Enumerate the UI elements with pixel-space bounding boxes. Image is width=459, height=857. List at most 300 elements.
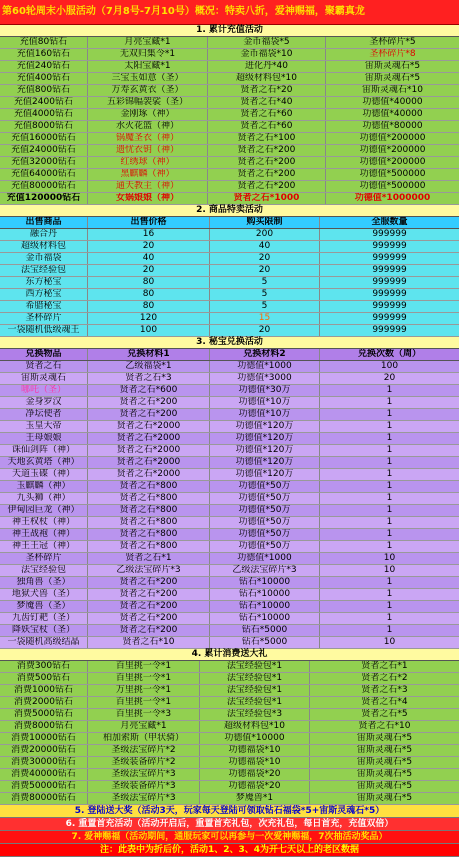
table-cell: 宙斯灵魂石*5 [356, 745, 413, 755]
table-cell: 贤者之石*1 [361, 661, 408, 671]
table-cell: 金身罗汉 [0, 397, 88, 408]
table-row [0, 589, 459, 601]
table-row [0, 229, 459, 241]
header-cell: 兑换次数（周） [357, 349, 421, 359]
table-row [0, 121, 459, 133]
table-row [0, 133, 459, 145]
table-row [0, 49, 459, 61]
table-cell: 功德值*80000 [362, 121, 423, 131]
table-cell: 法宝经验包 [0, 265, 88, 276]
section-heading-exchange: 3. 秘宝兑换活动 [0, 337, 459, 349]
table-cell: 圣杯碎片*8 [369, 49, 416, 59]
table-cell: 20 [383, 373, 396, 383]
table-row [0, 421, 459, 433]
table-cell: 消费1000钻石 [0, 685, 88, 696]
table-cell: 伊甸园巨龙（神） [0, 505, 88, 516]
table-cell: 功德值*3000 [210, 373, 320, 384]
table-cell: 贤者之石*60 [208, 109, 326, 120]
table-cell: 超级材料包*10 [208, 73, 326, 84]
table-row [0, 709, 459, 721]
table-row [0, 409, 459, 421]
table-row [0, 253, 459, 265]
table-cell: 充值16000钻石 [0, 133, 88, 144]
table-cell: 贤者之石*1000 [208, 193, 326, 204]
table-cell: 贤者之石*800 [88, 505, 210, 516]
table-cell: 圣杯碎片 [0, 313, 88, 324]
table-cell: 贤者之石*4 [361, 697, 408, 707]
table-cell: 贤者之石*10 [358, 721, 411, 731]
table-cell: 功德值*10万 [210, 409, 320, 420]
table-cell: 贤者之石*200 [208, 169, 326, 180]
table-cell: 1 [386, 613, 393, 623]
table-cell: 地狱犬兽（圣） [0, 589, 88, 600]
header-cell: 出售商品 [0, 217, 88, 228]
table-cell: 功德值*500000 [359, 169, 426, 179]
table-cell: 钻石*10000 [210, 613, 320, 624]
sale-table [0, 229, 459, 337]
table-cell: 贤者之石*2000 [88, 421, 210, 432]
table-row [0, 277, 459, 289]
table-cell: 1 [386, 385, 393, 395]
table-row [0, 325, 459, 337]
table-cell: 贤者之石*800 [88, 517, 210, 528]
table-cell: 神王战袍（神） [0, 529, 88, 540]
header-cell: 兑换材料2 [210, 349, 320, 360]
table-cell: 20 [210, 265, 320, 276]
table-cell: 消费10000钻石 [0, 733, 88, 744]
table-cell: 贤者之石*200 [88, 601, 210, 612]
table-cell: 天道玉碟（神） [0, 469, 88, 480]
table-row [0, 469, 459, 481]
table-cell: 功德值*120万 [210, 433, 320, 444]
table-cell: 宙斯灵魂石*5 [356, 757, 413, 767]
table-cell: 1 [386, 421, 393, 431]
table-cell: 1 [386, 577, 393, 587]
table-row [0, 181, 459, 193]
table-row [0, 625, 459, 637]
table-cell: 贤者之石*200 [88, 577, 210, 588]
sale-table-header [0, 217, 459, 229]
table-cell: 超级材料包*10 [200, 721, 310, 732]
table-cell: 贤者之石*2000 [88, 469, 210, 480]
table-cell: 钻石*10000 [210, 601, 320, 612]
table-cell: 锅魔圣衣（神） [88, 133, 208, 144]
table-cell: 贤者之石*200 [88, 589, 210, 600]
table-row [0, 541, 459, 553]
table-cell: 功德福袋*10 [200, 745, 310, 756]
table-cell: 功德值*120万 [210, 421, 320, 432]
table-cell: 贤者之石*10 [88, 637, 210, 648]
table-cell: 宙斯灵魂石 [0, 373, 88, 384]
table-row [0, 577, 459, 589]
table-cell: 无双归集令*1 [88, 49, 208, 60]
table-cell: 消费300钻石 [0, 661, 88, 672]
table-cell: 东方秘宝 [0, 277, 88, 288]
table-cell: 功德值*120万 [210, 469, 320, 480]
table-cell: 贤者之石*200 [88, 397, 210, 408]
table-cell: 消费40000钻石 [0, 769, 88, 780]
table-cell: 女娲娘娘（神） [88, 193, 208, 204]
table-cell: 万寿玄黄衣（圣） [88, 85, 208, 96]
table-cell: 钻石*10000 [210, 589, 320, 600]
table-row [0, 517, 459, 529]
table-cell: 充值800钻石 [0, 85, 88, 96]
table-row [0, 97, 459, 109]
table-cell: 1 [386, 409, 393, 419]
table-cell: 消费50000钻石 [0, 781, 88, 792]
table-cell: 20 [210, 325, 320, 336]
table-cell: 10 [383, 565, 396, 575]
table-cell: 乙级法宝碎片*3 [210, 565, 320, 576]
price-footnote: 注：此表中为折后价，活动1、2、3、4为开七天以上的老区数据 [0, 844, 459, 857]
table-cell: 圣杯碎片*5 [369, 37, 416, 47]
table-row [0, 529, 459, 541]
table-cell: 法宝经验包*1 [200, 661, 310, 672]
table-row [0, 697, 459, 709]
table-cell: 金币福袋*5 [208, 37, 326, 48]
table-cell: 贤者之石*100 [208, 133, 326, 144]
table-cell: 功德值*40000 [362, 97, 423, 107]
table-cell: 消费500钻石 [0, 673, 88, 684]
table-cell: 充值160钻石 [0, 49, 88, 60]
header-cell: 出售价格 [88, 217, 210, 228]
table-row [0, 733, 459, 745]
table-cell: 超级材料包 [0, 241, 88, 252]
header-cell: 购买限制 [210, 217, 320, 228]
table-cell: 法宝经验包 [0, 565, 88, 576]
table-row [0, 37, 459, 49]
table-cell: 一袋随机低级魂王 [0, 325, 88, 336]
recharge-table [0, 37, 459, 205]
table-cell: 999999 [372, 325, 407, 335]
table-cell: 百里挑一令*3 [88, 709, 200, 720]
first-recharge-reset-note: 6. 重置首充活动（活动开启后，重置首充礼包，次充礼包，每日首充，充值双倍） [0, 818, 459, 831]
table-row [0, 385, 459, 397]
table-row [0, 433, 459, 445]
table-row [0, 109, 459, 121]
table-cell: 法宝经验包*1 [200, 697, 310, 708]
table-row [0, 313, 459, 325]
table-row [0, 241, 459, 253]
table-cell: 消费20000钻石 [0, 745, 88, 756]
table-cell: 功德值*50万 [210, 481, 320, 492]
table-cell: 充值2400钻石 [0, 97, 88, 108]
table-row [0, 637, 459, 649]
table-cell: 圣级法宝碎片*2 [88, 745, 200, 756]
table-cell: 贤者之石*2000 [88, 433, 210, 444]
table-cell: 功德值*50万 [210, 529, 320, 540]
table-cell: 梦魇兽（圣） [0, 601, 88, 612]
table-cell: 消费2000钻石 [0, 697, 88, 708]
table-cell: 西方秘宝 [0, 289, 88, 300]
table-cell: 1 [386, 589, 393, 599]
table-cell: 功德值*200000 [359, 145, 426, 155]
header-cell: 兑换材料1 [88, 349, 210, 360]
table-cell: 贤者之石 [0, 361, 88, 372]
table-cell: 通天教主（神） [88, 181, 208, 192]
table-cell: 贤者之石*2000 [88, 457, 210, 468]
table-row [0, 565, 459, 577]
table-cell: 功德值*1000 [210, 553, 320, 564]
table-cell: 1 [386, 481, 393, 491]
table-cell: 贤者之石*200 [88, 613, 210, 624]
table-cell: 充值32000钻石 [0, 157, 88, 168]
table-cell: 999999 [372, 265, 407, 275]
table-cell: 贤者之石*200 [208, 157, 326, 168]
table-cell: 消费80000钻石 [0, 793, 88, 804]
table-cell: 金刚琢（神） [88, 109, 208, 120]
table-cell: 贤者之石*2000 [88, 445, 210, 456]
table-cell: 贤者之石*2 [361, 673, 408, 683]
table-cell: 功德值*120万 [210, 457, 320, 468]
table-cell: 法宝经验包*1 [200, 673, 310, 684]
table-cell: 月亮宝藏*1 [88, 721, 200, 732]
table-cell: 5 [210, 301, 320, 312]
table-cell: 百里挑一令*1 [88, 661, 200, 672]
table-cell: 贤者之石*800 [88, 493, 210, 504]
table-cell: 20 [210, 253, 320, 264]
header-cell: 全服数量 [371, 217, 408, 227]
table-cell: 独角兽（圣） [0, 577, 88, 588]
table-cell: 充值240钻石 [0, 61, 88, 72]
table-cell: 1 [386, 601, 393, 611]
table-cell: 进化丹*40 [208, 61, 326, 72]
table-row [0, 661, 459, 673]
table-cell: 充值120000钻石 [0, 193, 88, 204]
table-cell: 金币福袋 [0, 253, 88, 264]
table-row [0, 73, 459, 85]
table-cell: 功德值*50万 [210, 517, 320, 528]
table-cell: 黑麒麟（神） [88, 169, 208, 180]
table-cell: 钻石*10000 [210, 577, 320, 588]
table-cell: 哪吒（圣） [0, 385, 88, 396]
table-cell: 1 [386, 505, 393, 515]
table-row [0, 445, 459, 457]
table-cell: 九齿钉耙（圣） [0, 613, 88, 624]
table-cell: 5 [210, 277, 320, 288]
table-cell: 圣杯碎片 [0, 553, 88, 564]
table-cell: 五彩锦幅袈裟（圣） [88, 97, 208, 108]
table-cell: 宙斯灵魂石*5 [356, 769, 413, 779]
table-row [0, 553, 459, 565]
table-cell: 1 [386, 541, 393, 551]
table-cell: 功德值*1000 [210, 361, 320, 372]
table-cell: 圣级装备碎片*2 [88, 757, 200, 768]
table-cell: 宙斯灵魂石*5 [364, 73, 421, 83]
table-cell: 圣级法宝碎片*3 [88, 793, 200, 804]
table-cell: 贤者之石*3 [361, 685, 408, 695]
table-row [0, 745, 459, 757]
table-cell: 神王权杖（神） [0, 517, 88, 528]
table-cell: 功德值*50万 [210, 541, 320, 552]
table-cell: 消费5000钻石 [0, 709, 88, 720]
table-cell: 神王王冠（神） [0, 541, 88, 552]
table-cell: 5 [210, 289, 320, 300]
table-cell: 贤者之石*5 [361, 709, 408, 719]
table-row [0, 505, 459, 517]
table-cell: 贤者之石*600 [88, 385, 210, 396]
table-cell: 金币福袋*10 [208, 49, 326, 60]
exchange-table [0, 361, 459, 649]
table-cell: 月亮宝藏*1 [88, 37, 208, 48]
love-god-blessing-note: 7. 爱神赐福（活动期间，通服玩家可以再参与一次爱神赐福，7次抽活动奖品） [0, 831, 459, 844]
table-row [0, 193, 459, 205]
page-title: 第60轮周末小服活动（7月8号-7月10号）概况：特卖八折，爱神赐福，聚霸真龙 [0, 0, 459, 25]
table-row [0, 685, 459, 697]
table-row [0, 169, 459, 181]
table-cell: 10 [383, 553, 396, 563]
table-cell: 百里挑一令*1 [88, 697, 200, 708]
table-row [0, 265, 459, 277]
table-cell: 消费8000钻石 [0, 721, 88, 732]
table-cell: 充值24000钻石 [0, 145, 88, 156]
table-cell: 遗忧衣钥（神） [88, 145, 208, 156]
table-cell: 乙级法宝碎片*3 [88, 565, 210, 576]
table-cell: 充值8000钻石 [0, 121, 88, 132]
table-cell: 宙斯灵魂石*10 [362, 85, 423, 95]
table-cell: 一袋随机高级结晶 [0, 637, 88, 648]
table-cell: 希腊秘宝 [0, 301, 88, 312]
table-cell: 钻石*5000 [210, 637, 320, 648]
table-cell: 贤者之石*3 [88, 373, 210, 384]
table-row [0, 289, 459, 301]
table-cell: 16 [88, 229, 210, 240]
table-row [0, 61, 459, 73]
table-cell: 百里挑一令*1 [88, 673, 200, 684]
table-cell: 充值64000钻石 [0, 169, 88, 180]
table-row [0, 145, 459, 157]
table-cell: 999999 [372, 241, 407, 251]
table-cell: 999999 [372, 229, 407, 239]
table-cell: 功德值*200000 [359, 133, 426, 143]
table-cell: 功德福袋*20 [200, 781, 310, 792]
table-cell: 贤者之石*60 [208, 121, 326, 132]
table-cell: 钻石*5000 [210, 625, 320, 636]
section-heading-recharge: 1. 累计充值活动 [0, 25, 459, 37]
table-cell: 红绣球（神） [88, 157, 208, 168]
table-cell: 充值400钻石 [0, 73, 88, 84]
table-row [0, 793, 459, 805]
table-row [0, 361, 459, 373]
table-cell: 功德值*40000 [362, 109, 423, 119]
table-cell: 太阳宝藏*1 [88, 61, 208, 72]
table-cell: 999999 [372, 313, 407, 323]
login-reward-note: 5. 登陆送大奖（活动3天，玩家每天登陆可领取钻石福袋*5+宙斯灵魂石*5） [0, 805, 459, 818]
table-cell: 水火花篮（神） [88, 121, 208, 132]
table-row [0, 157, 459, 169]
table-cell: 贤者之石*800 [88, 529, 210, 540]
table-cell: 100 [88, 325, 210, 336]
table-cell: 功德值*50万 [210, 505, 320, 516]
table-cell: 1 [386, 445, 393, 455]
table-cell: 10 [383, 637, 396, 647]
table-cell: 充值80000钻石 [0, 181, 88, 192]
table-cell: 1 [386, 493, 393, 503]
table-row [0, 481, 459, 493]
table-cell: 玉皇大帝 [0, 421, 88, 432]
table-cell: 贤者之石*20 [208, 85, 326, 96]
table-row [0, 301, 459, 313]
table-cell: 功德值*120万 [210, 445, 320, 456]
table-cell: 贤者之石*800 [88, 481, 210, 492]
table-cell: 100 [380, 361, 399, 371]
table-cell: 1 [386, 457, 393, 467]
table-cell: 80 [88, 301, 210, 312]
table-cell: 消费30000钻石 [0, 757, 88, 768]
table-cell: 梦魇兽*1 [200, 793, 310, 804]
table-cell: 1 [386, 517, 393, 527]
header-cell: 兑换物品 [0, 349, 88, 360]
table-row [0, 457, 459, 469]
table-cell: 柏加索斯（甲状骑） [88, 733, 200, 744]
consume-table [0, 661, 459, 805]
exchange-table-header [0, 349, 459, 361]
table-cell: 200 [210, 229, 320, 240]
table-cell: 贤者之石*1 [88, 553, 210, 564]
table-cell: 1 [386, 469, 393, 479]
table-cell: 功德值*200000 [359, 157, 426, 167]
table-cell: 40 [88, 253, 210, 264]
table-cell: 80 [88, 277, 210, 288]
table-cell: 贤者之石*200 [88, 409, 210, 420]
table-cell: 1 [386, 397, 393, 407]
table-cell: 宙斯灵魂石*5 [356, 781, 413, 791]
table-cell: 功德值*500000 [359, 181, 426, 191]
table-cell: 圣级法宝碎片*3 [88, 769, 200, 780]
table-cell: 万里挑一令*1 [88, 685, 200, 696]
table-row [0, 757, 459, 769]
table-cell: 充值80钻石 [0, 37, 88, 48]
table-cell: 乙级福袋*1 [88, 361, 210, 372]
table-cell: 120 [88, 313, 210, 324]
table-row [0, 397, 459, 409]
section-heading-consume: 4. 累计消费送大礼 [0, 649, 459, 661]
table-cell: 功德值*30万 [210, 385, 320, 396]
table-cell: 999999 [372, 289, 407, 299]
table-row [0, 85, 459, 97]
table-cell: 三宝玉如意（圣） [88, 73, 208, 84]
table-cell: 1 [386, 625, 393, 635]
table-cell: 999999 [372, 277, 407, 287]
table-cell: 功德值*1000000 [354, 193, 431, 203]
table-row [0, 769, 459, 781]
table-row [0, 613, 459, 625]
table-cell: 功德福袋*10 [200, 757, 310, 768]
table-cell: 功德福袋*20 [200, 769, 310, 780]
table-row [0, 673, 459, 685]
table-cell: 玉麒麟（神） [0, 481, 88, 492]
table-row [0, 373, 459, 385]
table-cell: 王母娘娘 [0, 433, 88, 444]
table-row [0, 721, 459, 733]
table-cell: 宙斯灵魂石*5 [356, 733, 413, 743]
table-cell: 九头狮（神） [0, 493, 88, 504]
table-cell: 法宝经验包*3 [200, 709, 310, 720]
table-cell: 40 [210, 241, 320, 252]
table-row [0, 601, 459, 613]
table-cell: 法宝经验包*1 [200, 685, 310, 696]
table-cell: 净坛使者 [0, 409, 88, 420]
table-cell: 圣级装备碎片*3 [88, 781, 200, 792]
table-cell: 功德值*10万 [210, 397, 320, 408]
table-cell: 贤者之石*800 [88, 541, 210, 552]
table-cell: 融合丹 [0, 229, 88, 240]
table-cell: 贤者之石*40 [208, 97, 326, 108]
table-cell: 天地玄黄塔（神） [0, 457, 88, 468]
table-row [0, 781, 459, 793]
table-cell: 宙斯灵魂石*5 [364, 61, 421, 71]
table-cell: 宙斯灵魂石*5 [356, 793, 413, 803]
